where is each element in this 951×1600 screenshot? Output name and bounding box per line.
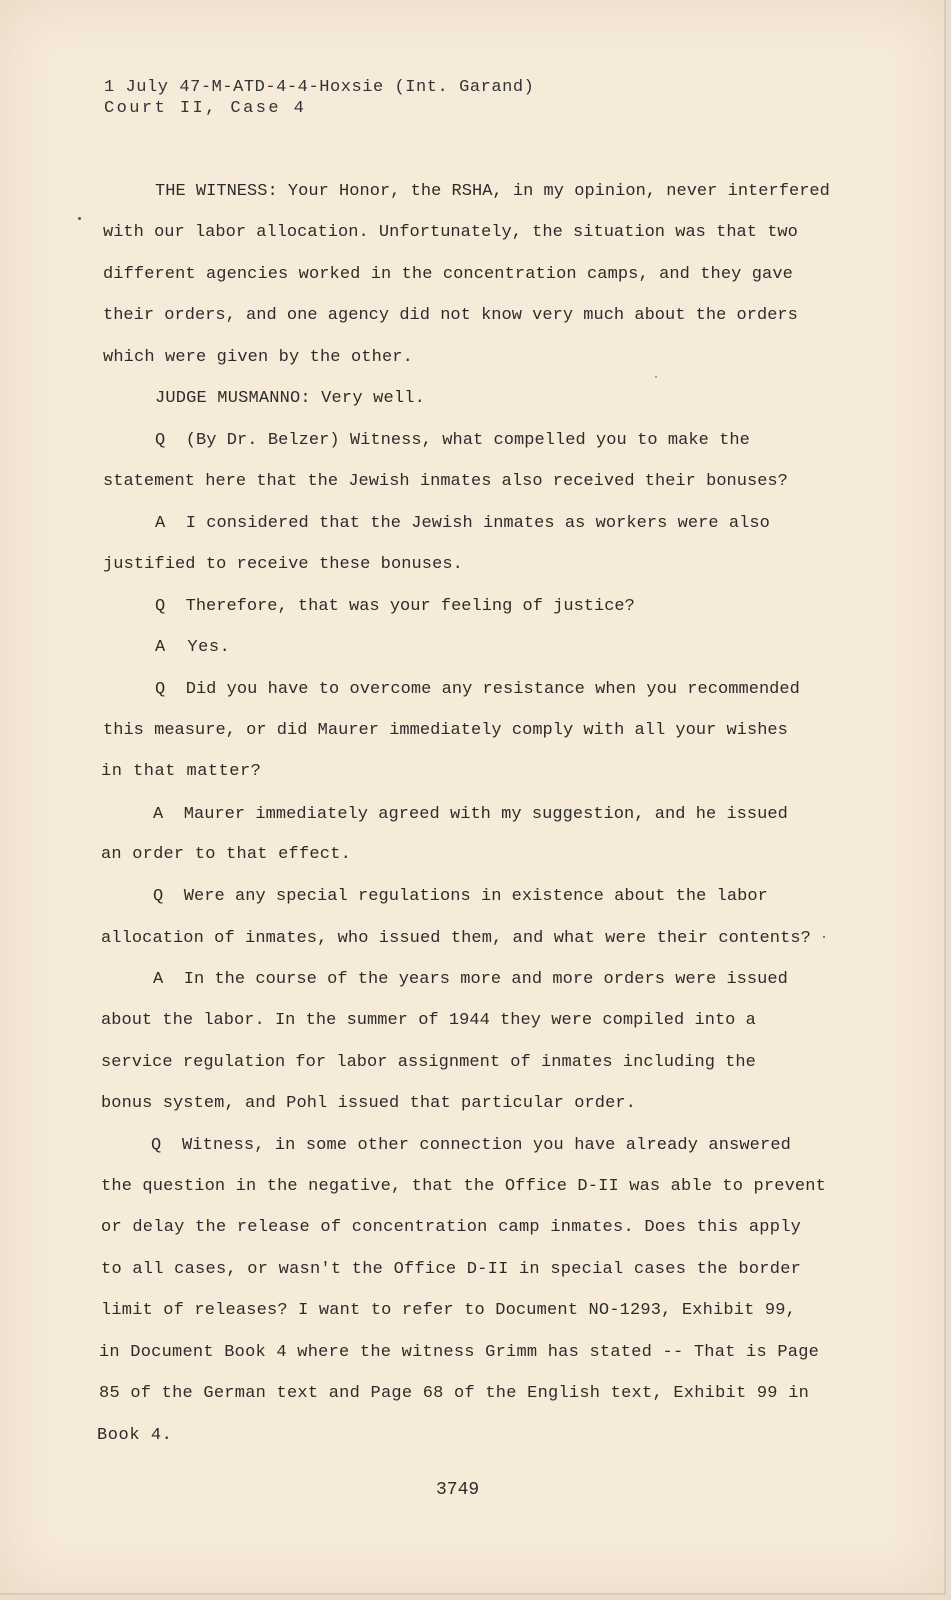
transcript-line: bonus system, and Pohl issued that particular order. xyxy=(101,1094,636,1113)
transcript-line: service regulation for labor assignment of inmates including the xyxy=(101,1053,756,1072)
transcript-line: in that matter? xyxy=(101,762,262,781)
transcript-line: allocation of inmates, who issued them, and what were their contents? xyxy=(101,929,811,948)
transcript-line: justified to receive these bonuses. xyxy=(103,555,463,574)
transcript-line: about the labor. In the summer of 1944 they were compiled into a xyxy=(101,1011,756,1030)
transcript-line: their orders, and one agency did not know very much about the orders xyxy=(103,306,798,325)
header-line-1: 1 July 47-M-ATD-4-4-Hoxsie (Int. Garand) xyxy=(104,78,535,97)
transcript-line: the question in the negative, that the Office D-II was able to prevent xyxy=(101,1177,826,1196)
transcript-line: Q Were any special regulations in existence about the labor xyxy=(153,887,768,906)
transcript-line: this measure, or did Maurer immediately comply with all your wishes xyxy=(103,721,788,740)
transcript-line: Q Therefore, that was your feeling of justice? xyxy=(155,597,635,616)
paper-speck xyxy=(655,376,657,378)
transcript-line: Q Did you have to overcome any resistance when you recommended xyxy=(155,680,800,699)
transcript-line: Book 4. xyxy=(97,1426,173,1445)
transcript-line: to all cases, or wasn't the Office D-II in special cases the border xyxy=(101,1260,802,1279)
transcript-line: A Maurer immediately agreed with my suggestion, and he issued xyxy=(153,805,788,824)
transcript-line: Q (By Dr. Belzer) Witness, what compelled you to make the xyxy=(155,431,750,450)
paper-speck xyxy=(78,217,81,220)
transcript-line: different agencies worked in the concentration camps, and they gave xyxy=(103,265,793,284)
transcript-line: A Yes. xyxy=(155,638,231,657)
transcript-line: 85 of the German text and Page 68 of the English text, Exhibit 99 in xyxy=(99,1384,810,1403)
transcript-line: JUDGE MUSMANNO: Very well. xyxy=(155,389,426,408)
transcript-line: A I considered that the Jewish inmates as workers were also xyxy=(155,514,770,533)
transcript-line: limit of releases? I want to refer to Document NO-1293, Exhibit 99, xyxy=(101,1301,797,1320)
header-line-2: Court II, Case 4 xyxy=(104,99,307,118)
transcript-line: Q Witness, in some other connection you have already answered xyxy=(151,1136,791,1155)
transcript-line: A In the course of the years more and more orders were issued xyxy=(153,970,788,989)
page-number: 3749 xyxy=(436,1480,480,1500)
transcript-line: THE WITNESS: Your Honor, the RSHA, in my opinion, never interfered xyxy=(155,182,830,201)
transcript-line: in Document Book 4 where the witness Grimm has stated -- That is Page xyxy=(99,1343,820,1362)
transcript-line: with our labor allocation. Unfortunately, the situation was that two xyxy=(103,223,798,242)
transcript-line: or delay the release of concentration camp inmates. Does this apply xyxy=(101,1218,802,1237)
transcript-line: an order to that effect. xyxy=(101,845,352,864)
paper-speck xyxy=(823,936,825,938)
transcript-line: which were given by the other. xyxy=(103,348,413,367)
transcript-line: statement here that the Jewish inmates also received their bonuses? xyxy=(103,472,788,491)
